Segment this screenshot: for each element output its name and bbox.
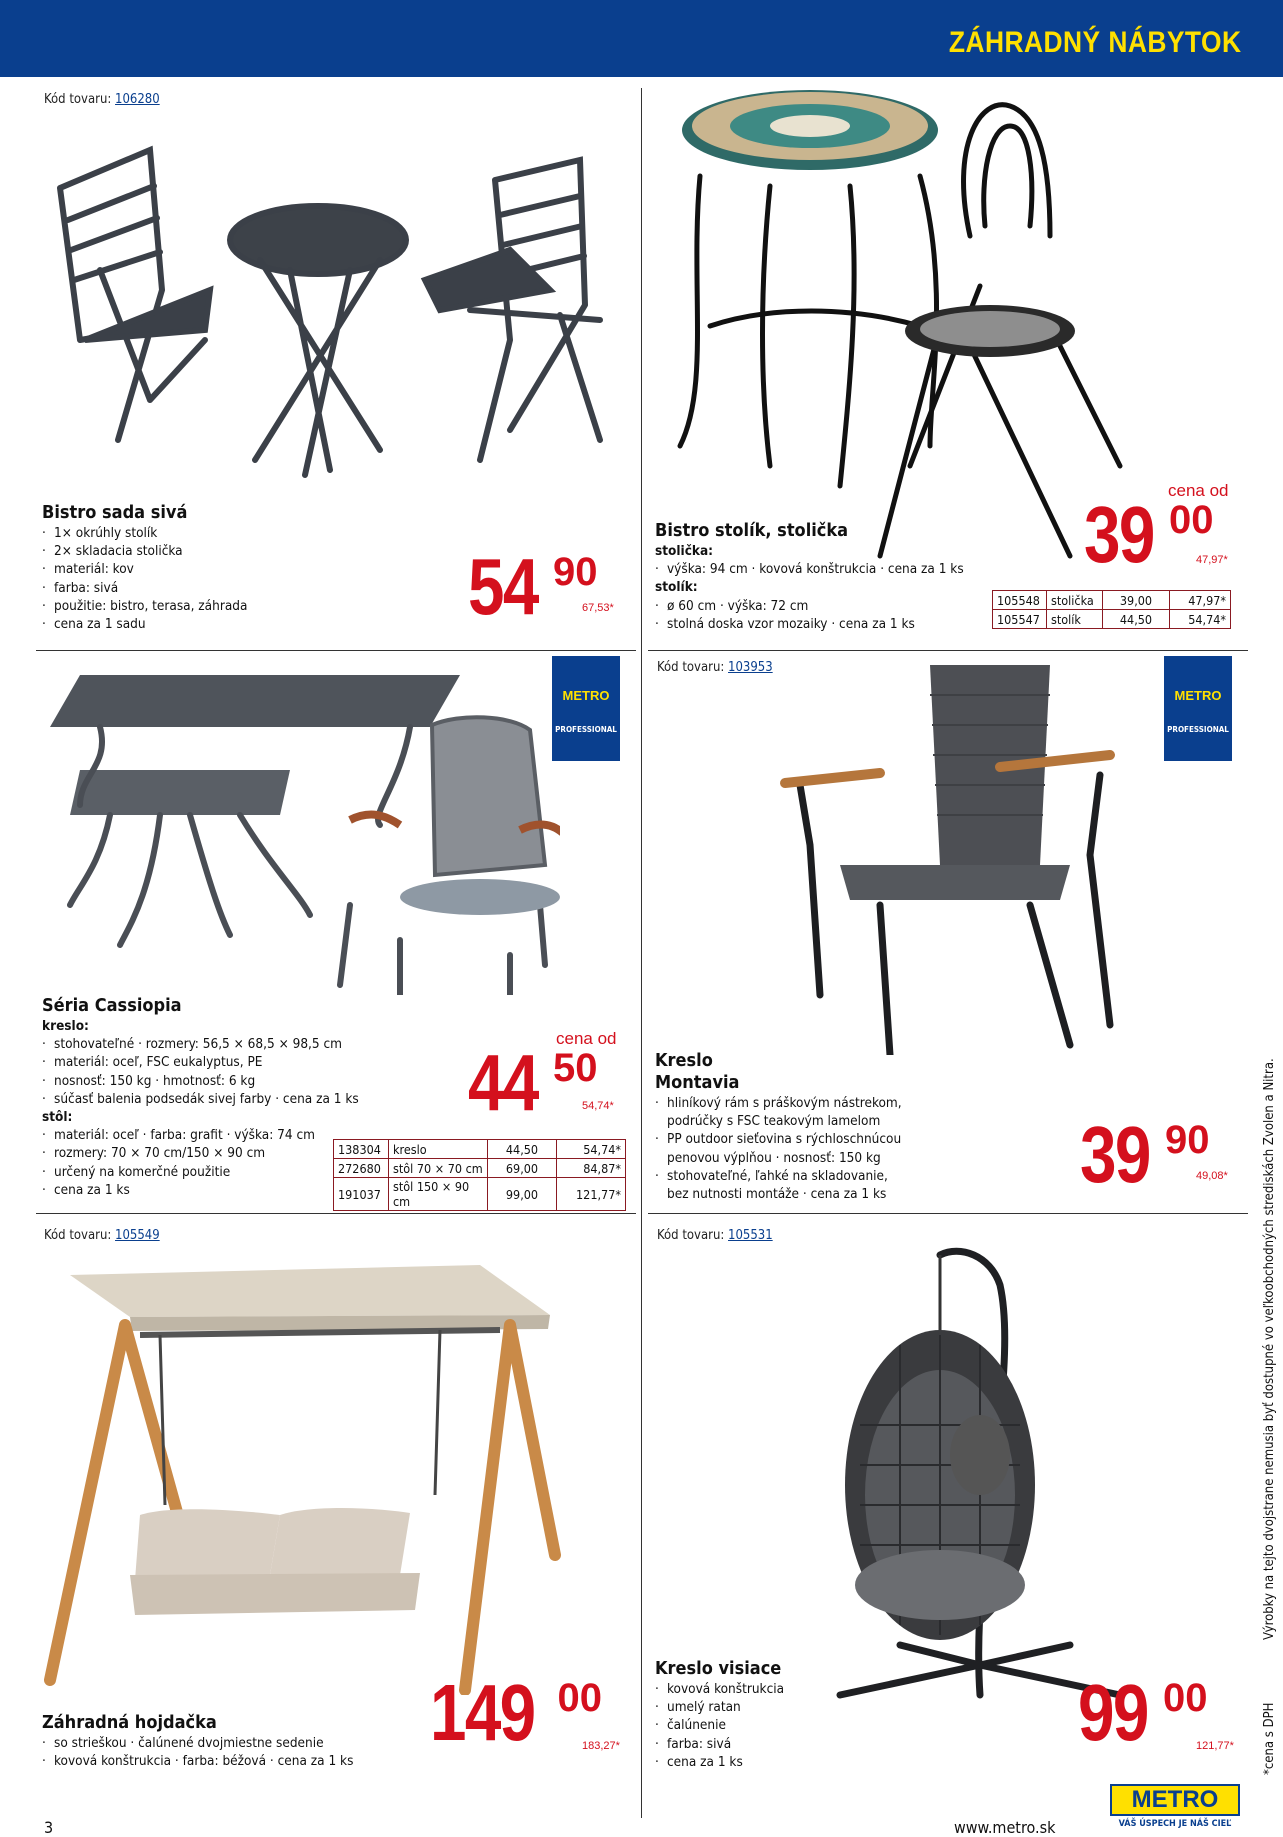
price-from-label: cena od (1168, 481, 1229, 500)
price-with-vat: 121,77* (1196, 1740, 1234, 1752)
table-cell: 47,97* (1170, 591, 1231, 610)
table-cell: stôl 150 × 90 cm (389, 1178, 488, 1211)
table-cell: 84,87* (557, 1159, 626, 1178)
product-bullets: · 1× okrúhly stolík · 2× skladacia stolička · materiál: kov · farba: sivá · použitie: bistro, terasa, záhrada · cena za 1 sadu (42, 525, 248, 633)
table-row (334, 1140, 626, 1159)
column-divider (641, 88, 642, 1818)
product-bullets: · so strieškou · čalúnené dvojmiestne sedenie · kovová konštrukcia · farba: béžová · cena za 1 ks (42, 1735, 354, 1770)
product-code: Kód tovaru: 105549 (44, 1228, 160, 1243)
row-divider (648, 1213, 1248, 1214)
row-divider (648, 650, 1248, 651)
swing-image (40, 1255, 580, 1695)
product-code: Kód tovaru: 106280 (44, 92, 160, 107)
table-cell: 99,00 (488, 1178, 557, 1211)
table-cell: stolička (1047, 591, 1103, 610)
table-cell: 44,50 (1103, 610, 1170, 629)
product-code-link[interactable]: 106280 (115, 92, 160, 107)
price-from-label: cena od (556, 1029, 617, 1048)
price-tag: 39 90 (1080, 1110, 1210, 1199)
metro-logo-wordmark: METRO (1110, 1784, 1240, 1816)
product-bullets: stolička: · výška: 94 cm · kovová konštrukcia · cena za 1 ks stolík: · ø 60 cm · výška: 72 cm · stolná doska vzor mozaiky · cena za 1 ks (655, 543, 964, 632)
price-tag: 149 00 (430, 1668, 602, 1757)
price-with-vat: 67,53* (582, 602, 614, 614)
hanging-chair-image (820, 1225, 1150, 1705)
product-title: Séria Cassiopia (42, 995, 182, 1016)
product-code: Kód tovaru: 103953 (657, 660, 773, 675)
product-title: Bistro stolík, stolička (655, 520, 849, 541)
product-code: Kód tovaru: 105531 (657, 1228, 773, 1243)
table-cell: 69,00 (488, 1159, 557, 1178)
price-tag: 54 90 (468, 542, 598, 631)
table-cell: 54,74* (557, 1140, 626, 1159)
product-bullets: · kovová konštrukcia · umelý ratan · čalúnenie · farba: sivá · cena za 1 ks (655, 1681, 785, 1770)
table-cell: 54,74* (1170, 610, 1231, 629)
table-cell: 191037 (334, 1178, 389, 1211)
row-divider (36, 650, 636, 651)
table-cell: 272680 (334, 1159, 389, 1178)
product-code-link[interactable]: 105531 (728, 1228, 773, 1243)
price-with-vat: 54,74* (582, 1100, 614, 1112)
price-with-vat: 47,97* (1196, 554, 1228, 566)
price-tag: 99 00 (1078, 1668, 1208, 1757)
bistro-set-image (40, 140, 620, 500)
table-cell: 39,00 (1103, 591, 1170, 610)
table-cell: 44,50 (488, 1140, 557, 1159)
table-cell: stolík (1047, 610, 1103, 629)
table-row (993, 591, 1231, 610)
table-row (993, 610, 1231, 629)
vat-note: *cena s DPH (1262, 1702, 1277, 1775)
product-title: Záhradná hojdačka (42, 1712, 217, 1733)
price-tag: 44 50 (468, 1038, 598, 1127)
metro-logo (1110, 1784, 1240, 1832)
table-row (334, 1178, 626, 1211)
price-table (992, 590, 1231, 629)
price-with-vat: 49,08* (1196, 1170, 1228, 1182)
row-divider (36, 1213, 636, 1214)
product-code-link[interactable]: 103953 (728, 660, 773, 675)
website-link[interactable]: www.metro.sk (954, 1818, 1056, 1837)
price-with-vat: 183,27* (582, 1740, 620, 1752)
table-cell: 121,77* (557, 1178, 626, 1211)
table-cell: 138304 (334, 1140, 389, 1159)
table-cell: 105547 (993, 610, 1047, 629)
product-bullets: kreslo: · stohovateľné · rozmery: 56,5 × 68,5 × 98,5 cm · materiál: oceľ, FSC eukalyptus, PE · nosnosť: 150 kg · hmotnosť: 6 kg · súčasť balenia podsedák sivej farby · cena za 1 ks stôl: · materiál: oceľ · farba: grafit · výška: 74 cm · rozmery: 70 × 70 cm/150 × 90 cm · určený na komerčné použitie · cena za 1 ks (42, 1018, 359, 1198)
product-title: Kreslo visiace (655, 1658, 782, 1679)
product-title: Bistro sada sivá (42, 502, 188, 523)
availability-note: Výrobky na tejto dvojstrane nemusia byť dostupné vo veľkoobchodných strediskách Zvolen a Nitra. (1262, 1058, 1277, 1640)
metro-slogan: VÁŠ ÚSPECH JE NÁŠ CIEĽ (1118, 1819, 1232, 1829)
table-row (334, 1159, 626, 1178)
page-number: 3 (44, 1818, 54, 1837)
product-title: Kreslo (655, 1050, 713, 1071)
montavia-chair-image (770, 655, 1130, 1055)
price-tag: 39 00 (1084, 490, 1214, 579)
table-cell: 105548 (993, 591, 1047, 610)
table-cell: stôl 70 × 70 cm (389, 1159, 488, 1178)
table-cell: kreslo (389, 1140, 488, 1159)
cassiopia-image (40, 665, 560, 995)
product-code-link[interactable]: 105549 (115, 1228, 160, 1243)
metro-professional-badge: METRO PROFESSIONAL (552, 656, 620, 761)
section-title: ZÁHRADNÝ NÁBYTOK (948, 26, 1241, 59)
price-table (333, 1139, 626, 1211)
metro-professional-badge: METRO PROFESSIONAL (1164, 656, 1232, 761)
product-bullets: · hliníkový rám s práškovým nástrekom, podrúčky s FSC teakovým lamelom · PP outdoor sieťovina s rýchloschnúcou penovou výplňou · nosnosť: 150 kg · stohovateľné, ľahké na skladovanie, bez nutnosti montáže · cena za 1 ks (655, 1095, 902, 1203)
bistro-table-image (650, 86, 1250, 566)
product-title: Montavia (655, 1072, 740, 1093)
